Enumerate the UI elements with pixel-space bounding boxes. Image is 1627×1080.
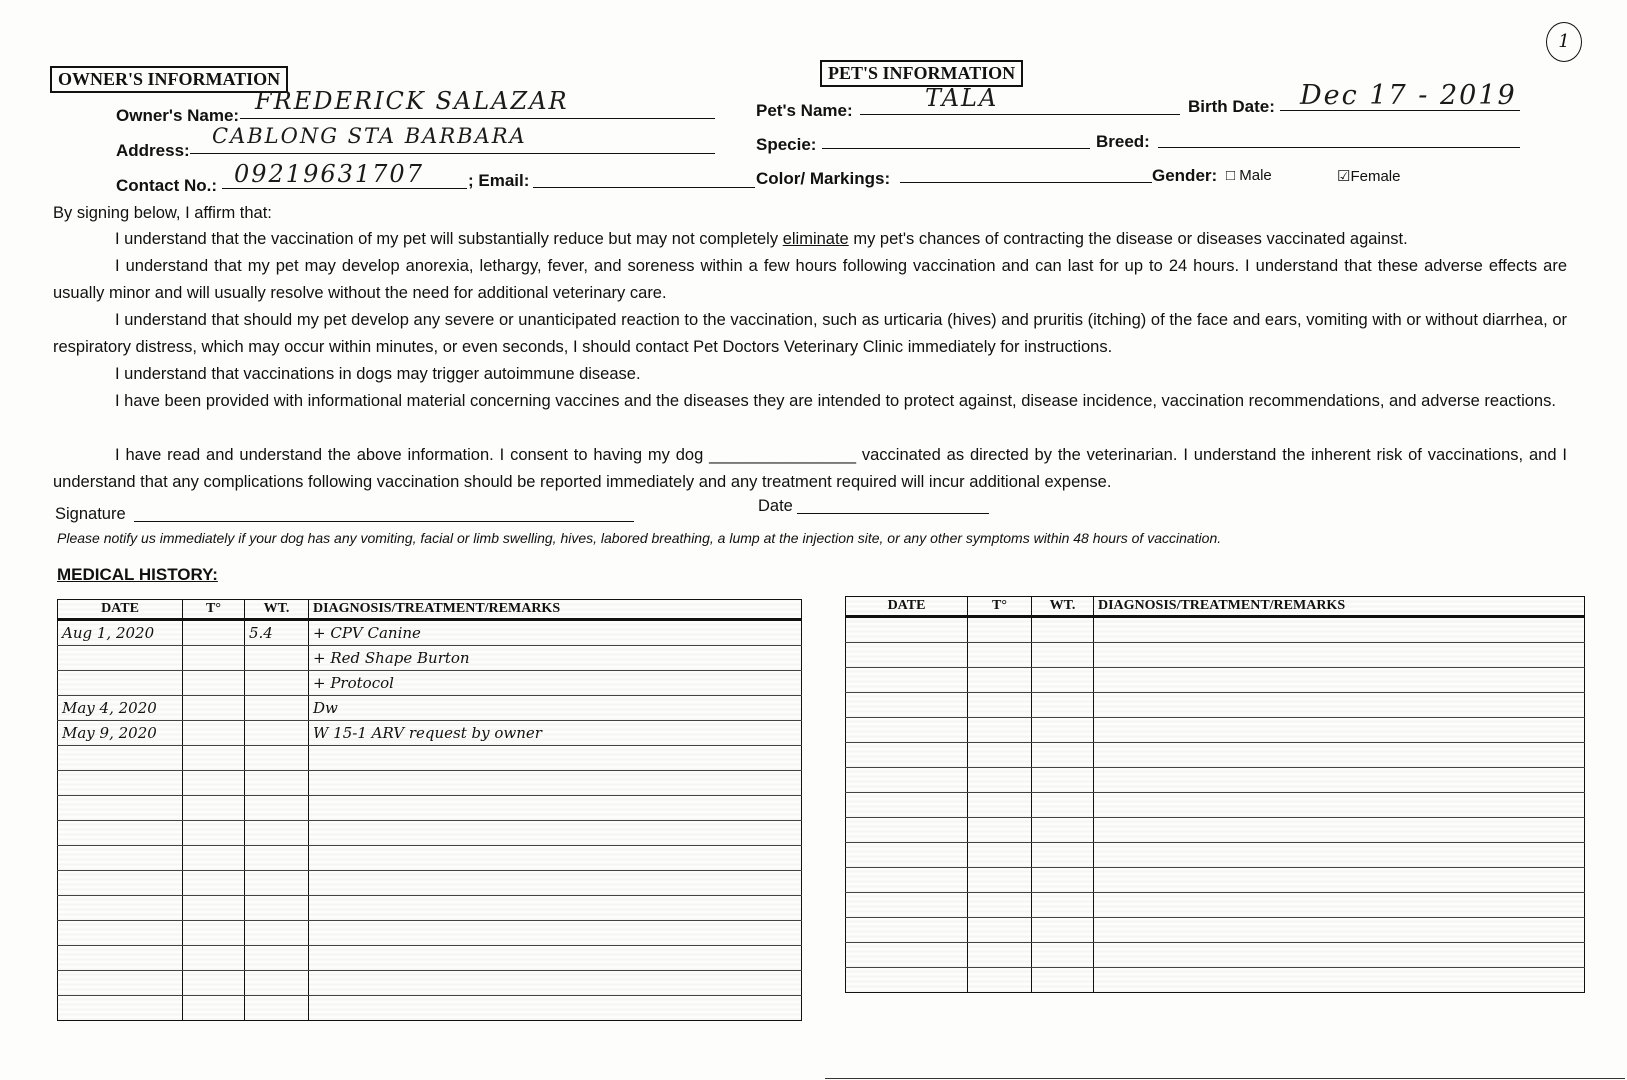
temperature-cell[interactable] bbox=[183, 771, 245, 796]
address-label: Address: bbox=[116, 141, 190, 160]
date-cell[interactable] bbox=[58, 971, 183, 996]
date-cell[interactable] bbox=[846, 893, 968, 918]
weight-cell[interactable] bbox=[1032, 918, 1094, 943]
remarks-cell[interactable] bbox=[309, 921, 802, 946]
owner-section-title: OWNER'S INFORMATION bbox=[50, 66, 288, 93]
table-row bbox=[58, 946, 802, 971]
p6-after: vaccinated as directed by the veterinarian. I understand the inherent risk of vaccinations, and I understand that any complications following vaccination should be reported immediately and any treatment required will incur additional expense. bbox=[53, 446, 1567, 491]
temperature-cell[interactable] bbox=[968, 718, 1032, 743]
column-header: DATE bbox=[846, 597, 968, 617]
p1-after: my pet's chances of contracting the disease or diseases vaccinated against. bbox=[848, 230, 1408, 248]
gender-label: Gender: bbox=[1152, 166, 1218, 185]
table-row bbox=[846, 893, 1585, 918]
table-row bbox=[846, 918, 1585, 943]
date-cell[interactable] bbox=[58, 796, 183, 821]
table-row bbox=[58, 771, 802, 796]
weight-cell[interactable] bbox=[1032, 768, 1094, 793]
email-line bbox=[533, 187, 755, 188]
table-row bbox=[58, 746, 802, 771]
date-cell[interactable] bbox=[846, 968, 968, 993]
temperature-cell[interactable] bbox=[183, 796, 245, 821]
color-markings-line bbox=[900, 182, 1152, 183]
weight-cell[interactable] bbox=[1032, 718, 1094, 743]
remarks-cell[interactable] bbox=[1094, 943, 1585, 968]
temperature-cell[interactable] bbox=[183, 721, 245, 746]
temperature-cell[interactable] bbox=[183, 921, 245, 946]
date-cell[interactable] bbox=[846, 693, 968, 718]
p1-before: I understand that the vaccination of my pet will substantially reduce but may not completely bbox=[115, 230, 783, 248]
weight-cell[interactable]: 5.4 bbox=[245, 620, 309, 646]
page-number: 1 bbox=[1546, 22, 1582, 62]
temperature-cell[interactable] bbox=[968, 868, 1032, 893]
signature-label: Signature bbox=[55, 505, 126, 523]
weight-cell[interactable] bbox=[245, 896, 309, 921]
temperature-cell[interactable] bbox=[183, 746, 245, 771]
table-row bbox=[846, 968, 1585, 993]
column-header: T° bbox=[183, 600, 245, 620]
specie-line bbox=[822, 148, 1090, 149]
date-cell[interactable]: Aug 1, 2020 bbox=[58, 620, 183, 646]
date-cell[interactable] bbox=[846, 943, 968, 968]
temperature-cell[interactable] bbox=[968, 768, 1032, 793]
table-header-row bbox=[58, 600, 802, 620]
date-line[interactable] bbox=[797, 513, 989, 514]
date-cell[interactable] bbox=[58, 896, 183, 921]
remarks-cell[interactable] bbox=[309, 971, 802, 996]
weight-cell[interactable] bbox=[245, 696, 309, 721]
medical-history-table-right bbox=[845, 596, 1585, 993]
temperature-cell[interactable] bbox=[968, 668, 1032, 693]
date-cell[interactable] bbox=[846, 818, 968, 843]
table-row bbox=[58, 921, 802, 946]
weight-cell[interactable] bbox=[1032, 943, 1094, 968]
address-value[interactable]: CABLONG STA BARBARA bbox=[212, 124, 527, 148]
temperature-cell[interactable] bbox=[968, 793, 1032, 818]
weight-cell[interactable] bbox=[1032, 668, 1094, 693]
medical-history-table-left bbox=[57, 599, 802, 1021]
weight-cell[interactable] bbox=[1032, 793, 1094, 818]
weight-cell[interactable] bbox=[245, 946, 309, 971]
remarks-cell[interactable] bbox=[1094, 868, 1585, 893]
remarks-cell[interactable] bbox=[1094, 768, 1585, 793]
remarks-cell[interactable] bbox=[1094, 693, 1585, 718]
table-row bbox=[58, 821, 802, 846]
p1-underlined: eliminate bbox=[782, 230, 849, 248]
pet-name-value[interactable]: TALA bbox=[925, 84, 999, 112]
weight-cell[interactable] bbox=[1032, 868, 1094, 893]
bottom-rule bbox=[825, 1078, 1625, 1079]
remarks-cell[interactable] bbox=[309, 821, 802, 846]
address-line bbox=[190, 153, 715, 154]
date-cell[interactable] bbox=[58, 946, 183, 971]
vaccination-notice: Please notify us immediately if your dog has any vomiting, facial or limb swelling, hives, labored breathing, a lump at the injection site, or any other symptoms within 48 hours of vaccination. bbox=[57, 530, 1222, 546]
temperature-cell[interactable] bbox=[968, 968, 1032, 993]
column-header: DIAGNOSIS/TREATMENT/REMARKS bbox=[309, 600, 802, 620]
temperature-cell[interactable] bbox=[183, 996, 245, 1021]
date-cell[interactable] bbox=[846, 743, 968, 768]
medical-history-title: MEDICAL HISTORY: bbox=[57, 565, 218, 584]
remarks-cell[interactable] bbox=[309, 996, 802, 1021]
remarks-cell[interactable] bbox=[1094, 617, 1585, 643]
weight-cell[interactable] bbox=[245, 671, 309, 696]
breed-label: Breed: bbox=[1096, 132, 1150, 151]
date-cell[interactable] bbox=[846, 617, 968, 643]
pet-name-label: Pet's Name: bbox=[756, 101, 853, 120]
remarks-cell[interactable] bbox=[309, 871, 802, 896]
temperature-cell[interactable] bbox=[183, 620, 245, 646]
weight-cell[interactable] bbox=[245, 646, 309, 671]
weight-cell[interactable] bbox=[1032, 693, 1094, 718]
temperature-cell[interactable] bbox=[183, 646, 245, 671]
date-cell[interactable] bbox=[846, 768, 968, 793]
remarks-cell[interactable] bbox=[1094, 968, 1585, 993]
gender-male-checkbox[interactable]: □ Male bbox=[1226, 167, 1272, 184]
color-markings-label: Color/ Markings: bbox=[756, 169, 891, 188]
remarks-cell[interactable] bbox=[1094, 793, 1585, 818]
date-label: Date bbox=[758, 497, 793, 515]
consent-paragraph-1 bbox=[53, 226, 1567, 253]
weight-cell[interactable] bbox=[245, 721, 309, 746]
weight-cell[interactable] bbox=[1032, 818, 1094, 843]
weight-cell[interactable] bbox=[245, 971, 309, 996]
temperature-cell[interactable] bbox=[968, 943, 1032, 968]
weight-cell[interactable] bbox=[245, 846, 309, 871]
table-row bbox=[846, 843, 1585, 868]
table-row bbox=[846, 643, 1585, 668]
consent-paragraph-5: I have been provided with informational material concerning vaccines and the diseases they are intended to protect against, disease incidence, vaccination recommendations, and adverse reactions. bbox=[115, 392, 1556, 410]
specie-label: Specie: bbox=[756, 135, 817, 154]
temperature-cell[interactable] bbox=[183, 946, 245, 971]
table-row bbox=[846, 943, 1585, 968]
breed-line bbox=[1158, 147, 1520, 148]
table-row bbox=[58, 721, 802, 746]
table-row bbox=[846, 718, 1585, 743]
remarks-cell[interactable] bbox=[1094, 918, 1585, 943]
remarks-cell[interactable]: + Red Shape Burton bbox=[309, 646, 802, 671]
pet-name-line bbox=[860, 114, 1180, 115]
remarks-cell[interactable] bbox=[1094, 843, 1585, 868]
column-header: WT. bbox=[245, 600, 309, 620]
remarks-cell[interactable] bbox=[309, 846, 802, 871]
weight-cell[interactable] bbox=[245, 871, 309, 896]
date-cell[interactable] bbox=[846, 643, 968, 668]
consent-paragraph-6 bbox=[53, 442, 1567, 496]
table-row bbox=[58, 796, 802, 821]
remarks-cell[interactable]: + Protocol bbox=[309, 671, 802, 696]
table-row bbox=[58, 871, 802, 896]
remarks-cell[interactable] bbox=[1094, 818, 1585, 843]
temperature-cell[interactable] bbox=[183, 671, 245, 696]
consent-paragraph-3: I understand that should my pet develop any severe or unanticipated reaction to the vaccination, such as urticaria (hives) and pruritis (itching) of the face and ears, vomiting with or without diarrhea, or respiratory distress, which may occur within minutes, or even seconds, I should contact Pet Doctors Veterinary Clinic immediately for instructions. bbox=[53, 311, 1567, 356]
temperature-cell[interactable] bbox=[968, 843, 1032, 868]
table-header-row bbox=[846, 597, 1585, 617]
table-row bbox=[58, 846, 802, 871]
gender-female-checkbox[interactable]: ☑Female bbox=[1337, 168, 1401, 185]
remarks-cell[interactable]: Dw bbox=[309, 696, 802, 721]
table-row bbox=[58, 646, 802, 671]
table-row bbox=[58, 996, 802, 1021]
weight-cell[interactable] bbox=[1032, 893, 1094, 918]
temperature-cell[interactable] bbox=[968, 693, 1032, 718]
date-cell[interactable] bbox=[58, 746, 183, 771]
weight-cell[interactable] bbox=[245, 921, 309, 946]
date-cell[interactable] bbox=[846, 718, 968, 743]
remarks-cell[interactable] bbox=[309, 796, 802, 821]
date-cell[interactable] bbox=[846, 793, 968, 818]
remarks-cell[interactable] bbox=[309, 896, 802, 921]
table-row bbox=[846, 793, 1585, 818]
remarks-cell[interactable]: + CPV Canine bbox=[309, 620, 802, 646]
p6-before: I have read and understand the above information. I consent to having my dog bbox=[115, 446, 710, 464]
temperature-cell[interactable] bbox=[183, 696, 245, 721]
temperature-cell[interactable] bbox=[968, 743, 1032, 768]
date-cell[interactable] bbox=[58, 846, 183, 871]
date-cell[interactable] bbox=[58, 821, 183, 846]
remarks-cell[interactable] bbox=[309, 771, 802, 796]
temperature-cell[interactable] bbox=[183, 821, 245, 846]
weight-cell[interactable] bbox=[245, 771, 309, 796]
table-row bbox=[846, 693, 1585, 718]
email-label: ; Email: bbox=[468, 171, 530, 190]
date-cell[interactable] bbox=[58, 871, 183, 896]
temperature-cell[interactable] bbox=[968, 643, 1032, 668]
weight-cell[interactable] bbox=[1032, 643, 1094, 668]
weight-cell[interactable] bbox=[245, 796, 309, 821]
weight-cell[interactable] bbox=[245, 821, 309, 846]
column-header: WT. bbox=[1032, 597, 1094, 617]
date-cell[interactable] bbox=[58, 771, 183, 796]
pet-section-title: PET'S INFORMATION bbox=[820, 60, 1023, 87]
remarks-cell[interactable]: W 15-1 ARV request by owner bbox=[309, 721, 802, 746]
table-row bbox=[846, 668, 1585, 693]
table-row bbox=[58, 896, 802, 921]
signature-line[interactable] bbox=[134, 521, 634, 522]
table-row bbox=[846, 617, 1585, 643]
birth-date-label: Birth Date: bbox=[1188, 97, 1275, 116]
date-cell[interactable] bbox=[846, 843, 968, 868]
column-header: DIAGNOSIS/TREATMENT/REMARKS bbox=[1094, 597, 1585, 617]
owner-name-value[interactable]: FREDERICK SALAZAR bbox=[255, 87, 569, 115]
remarks-cell[interactable] bbox=[1094, 718, 1585, 743]
table-row bbox=[846, 743, 1585, 768]
temperature-cell[interactable] bbox=[183, 871, 245, 896]
weight-cell[interactable] bbox=[1032, 617, 1094, 643]
date-cell[interactable] bbox=[58, 646, 183, 671]
temperature-cell[interactable] bbox=[968, 918, 1032, 943]
temperature-cell[interactable] bbox=[183, 971, 245, 996]
table-row bbox=[58, 696, 802, 721]
temperature-cell[interactable] bbox=[183, 846, 245, 871]
weight-cell[interactable] bbox=[245, 746, 309, 771]
consent-paragraph-2: I understand that my pet may develop anorexia, lethargy, fever, and soreness within a few hours following vaccination and can last for up to 24 hours. I understand that these adverse effects are usually minor and will usually resolve without the need for additional veterinary care. bbox=[53, 257, 1567, 302]
temperature-cell[interactable] bbox=[183, 896, 245, 921]
table-row bbox=[58, 620, 802, 646]
temperature-cell[interactable] bbox=[968, 893, 1032, 918]
remarks-cell[interactable] bbox=[309, 746, 802, 771]
consent-paragraph-4: I understand that vaccinations in dogs may trigger autoimmune disease. bbox=[115, 365, 641, 383]
temperature-cell[interactable] bbox=[968, 818, 1032, 843]
weight-cell[interactable] bbox=[1032, 743, 1094, 768]
table-row bbox=[846, 818, 1585, 843]
date-cell[interactable] bbox=[58, 921, 183, 946]
date-cell[interactable]: May 4, 2020 bbox=[58, 696, 183, 721]
column-header: DATE bbox=[58, 600, 183, 620]
date-cell[interactable] bbox=[846, 868, 968, 893]
birth-date-value[interactable]: Dec 17 - 2019 bbox=[1300, 80, 1517, 111]
table-row bbox=[846, 768, 1585, 793]
remarks-cell[interactable] bbox=[1094, 643, 1585, 668]
owner-name-line bbox=[240, 118, 715, 119]
weight-cell[interactable] bbox=[1032, 968, 1094, 993]
table-row bbox=[846, 868, 1585, 893]
owner-name-label: Owner's Name: bbox=[116, 106, 240, 125]
remarks-cell[interactable] bbox=[309, 946, 802, 971]
table-row bbox=[58, 671, 802, 696]
table-row bbox=[58, 971, 802, 996]
dog-name-blank[interactable]: ________________ bbox=[709, 446, 856, 464]
contact-value[interactable]: 09219631707 bbox=[234, 160, 424, 188]
date-cell[interactable] bbox=[58, 996, 183, 1021]
date-cell[interactable] bbox=[846, 668, 968, 693]
temperature-cell[interactable] bbox=[968, 617, 1032, 643]
weight-cell[interactable] bbox=[245, 996, 309, 1021]
date-cell[interactable]: May 9, 2020 bbox=[58, 721, 183, 746]
remarks-cell[interactable] bbox=[1094, 893, 1585, 918]
column-header: T° bbox=[968, 597, 1032, 617]
contact-label: Contact No.: bbox=[116, 176, 218, 195]
consent-intro: By signing below, I affirm that: bbox=[53, 204, 272, 222]
remarks-cell[interactable] bbox=[1094, 743, 1585, 768]
date-cell[interactable] bbox=[58, 671, 183, 696]
weight-cell[interactable] bbox=[1032, 843, 1094, 868]
contact-line bbox=[222, 188, 467, 189]
date-cell[interactable] bbox=[846, 918, 968, 943]
remarks-cell[interactable] bbox=[1094, 668, 1585, 693]
